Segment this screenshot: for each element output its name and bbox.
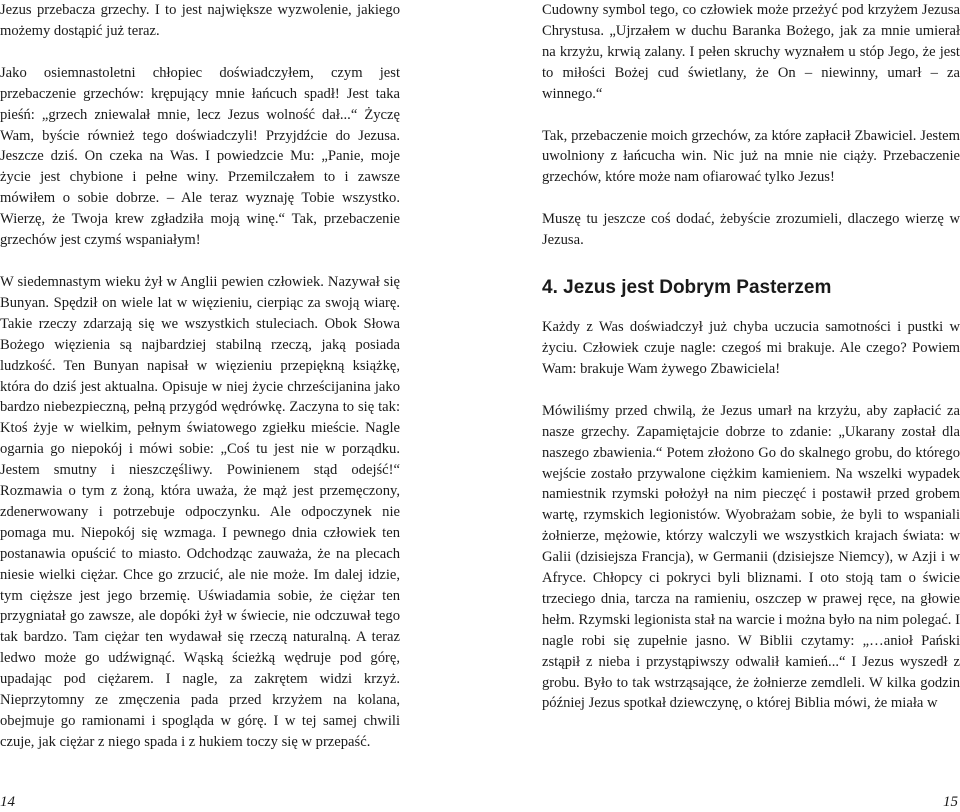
page-number-right: 15 bbox=[943, 794, 958, 810]
section-heading: 4. Jezus jest Dobrym Pasterzem bbox=[542, 277, 832, 299]
paragraph: Muszę tu jeszcze coś dodać, żebyście zrozumieli, dlaczego wierzę w Jezusa. bbox=[542, 211, 960, 249]
left-page-column bbox=[0, 0, 400, 774]
paragraph: Jako osiemnastoletni chłopiec doświadczyłem, czym jest przebaczenie grzechów: krępujący mnie łańcuch spadł! Jest taka pieśń: „grzech zniewalał mnie, lecz Jezus wolność dał...“ Życzę Wam, byście również tego doświadczyli! Przyjdźcie do Jezusa. Jeszcze dziś. On czeka na Was. I powiedzcie Mu: „Panie, moje życie jest chybione i pełne winy. Przemilczałem to i zawsze mówiłem o sobie dobrze. – Ale teraz wyznaję Tobie wszystko. Wierzę, że Twoja krew zgładziła moją winę.“ Tak, przebaczenie grzechów jest czymś wspaniałym! bbox=[0, 64, 400, 249]
paragraph: Cudowny symbol tego, co człowiek może przeżyć pod krzyżem Jezusa Chrystusa. „Ujrzałem w duchu Baranka Bożego, jak za mnie umierał na krzyżu, krwią zalany. I pełen skruchy wyznałem u stóp Jego, że jest to miłości Bożej cud świetlany, że On – niewinny, umarł – za winnego.“ bbox=[542, 2, 960, 102]
paragraph: W siedemnastym wieku żył w Anglii pewien człowiek. Nazywał się Bunyan. Spędził on wiele lat w więzieniu, cierpiąc za swoją wiarę. Takie rzeczy zdarzają się we wszystkich stuleciach. Obok Słowa Bożego więzienia są najbardziej stabilną rzeczą, jaką posiada ludzkość. Ten Bunyan napisał w więzieniu przepiękną książkę, która do dziś jest aktualna. Opisuje w niej życie chrześcijanina jako bardzo niebezpieczną, pełną przygód wędrówkę. Zaczyna to się tak: Ktoś żyje w wielkim, pełnym światowego zgiełku mieście. Nagle ogarnia go niepokój i mówi sobie: „Coś tu jest nie w porządku. Jestem smutny i nieszczęśliwy. Powinienem stąd odejść!“ Rozmawia o tym z żoną, która uważa, że mąż jest przemęczony, zdenerwowany i potrzebuje odpoczynku. Ale odpoczynek nie pomaga mu. Niepokój się wzmaga. I pewnego dnia człowiek ten postanawia opuścić to miasto. Odchodząc zauważa, że na plecach niesie wielki ciężar. Chce go zrzucić, ale nie może. Im dalej idzie, tym cięższe jest jego brzemię. Uświadamia sobie, że ciężar ten przygniatał go zawsze, ale dopóki żył w świecie, nie odczuwał tego tak bardzo. Tam ciężar ten wydawał się rzeczą naturalną. A teraz ledwo może go udźwignąć. Wąską ścieżką wędruje pod górę, upadając pod ciężarem. I nagle, za zakrętem widzi krzyż. Nieprzytomny ze zmęczenia pada przed krzyżem na kolana, obejmuje go ramionami i spogląda w górę. I w tej samej chwili czuje, jak ciężar z niego spada i z hukiem toczy się w przepaść. bbox=[0, 273, 400, 750]
paragraph: Jezus przebacza grzechy. I to jest największe wyzwolenie, jakiego możemy dostąpić już teraz. bbox=[0, 2, 400, 39]
paragraph: Każdy z Was doświadczył już chyba uczucia samotności i pustki w życiu. Człowiek czuje nagle: czegoś mi brakuje. Ale czego? Powiem Wam: brakuje Wam żywego Zbawiciela! bbox=[542, 319, 960, 377]
paragraph: Tak, przebaczenie moich grzechów, za które zapłacił Zbawiciel. Jestem uwolniony z łańcucha win. Nic już na mnie nie ciąży. Przebaczenie grzechów, które może nam ofiarować tylko Jezus! bbox=[542, 127, 960, 186]
right-page-column bbox=[542, 0, 960, 735]
page-number-left: 14 bbox=[0, 794, 15, 810]
paragraph: Mówiliśmy przed chwilą, że Jezus umarł na krzyżu, aby zapłacić za nasze grzechy. Zapamiętajcie dobrze to zdanie: „Ukarany został dla naszego zbawienia.“ Potem złożono Go do skalnego grobu, do którego wejście zostało przywalone ciężkim kamieniem. Na wszelki wypadek namiestnik rzymski położył na nim pieczęć i postawił przed grobem wartę, rzymskich legionistów. Wyobrażam sobie, że byli to wspaniali żołnierze, mężowie, którzy walczyli we wszystkich krajach świata: w Galii (dzisiejsza Francja), w Germanii (dzisiejsze Niemcy), w Azji i w Afryce. Chłopcy ci pokryci byli bliznami. I oto stoją tam o świcie trzeciego dnia, tarcza na ramieniu, oszczep w prawej ręce, na głowie hełm. Rzymski legionista stał na warcie i można było na nim polegać. I nagle robi się zupełnie jasno. W Biblii czytamy: „…anioł Pański zstąpił z nieba i przystąpiwszy odwalił kamień...“ I Jezus wyszedł z grobu. Było to tak wstrząsające, że żołnierze zemdleli. W kilka godzin później Jezus spotkał dziewczynę, o której Biblia mówi, że miała w bbox=[542, 402, 960, 712]
